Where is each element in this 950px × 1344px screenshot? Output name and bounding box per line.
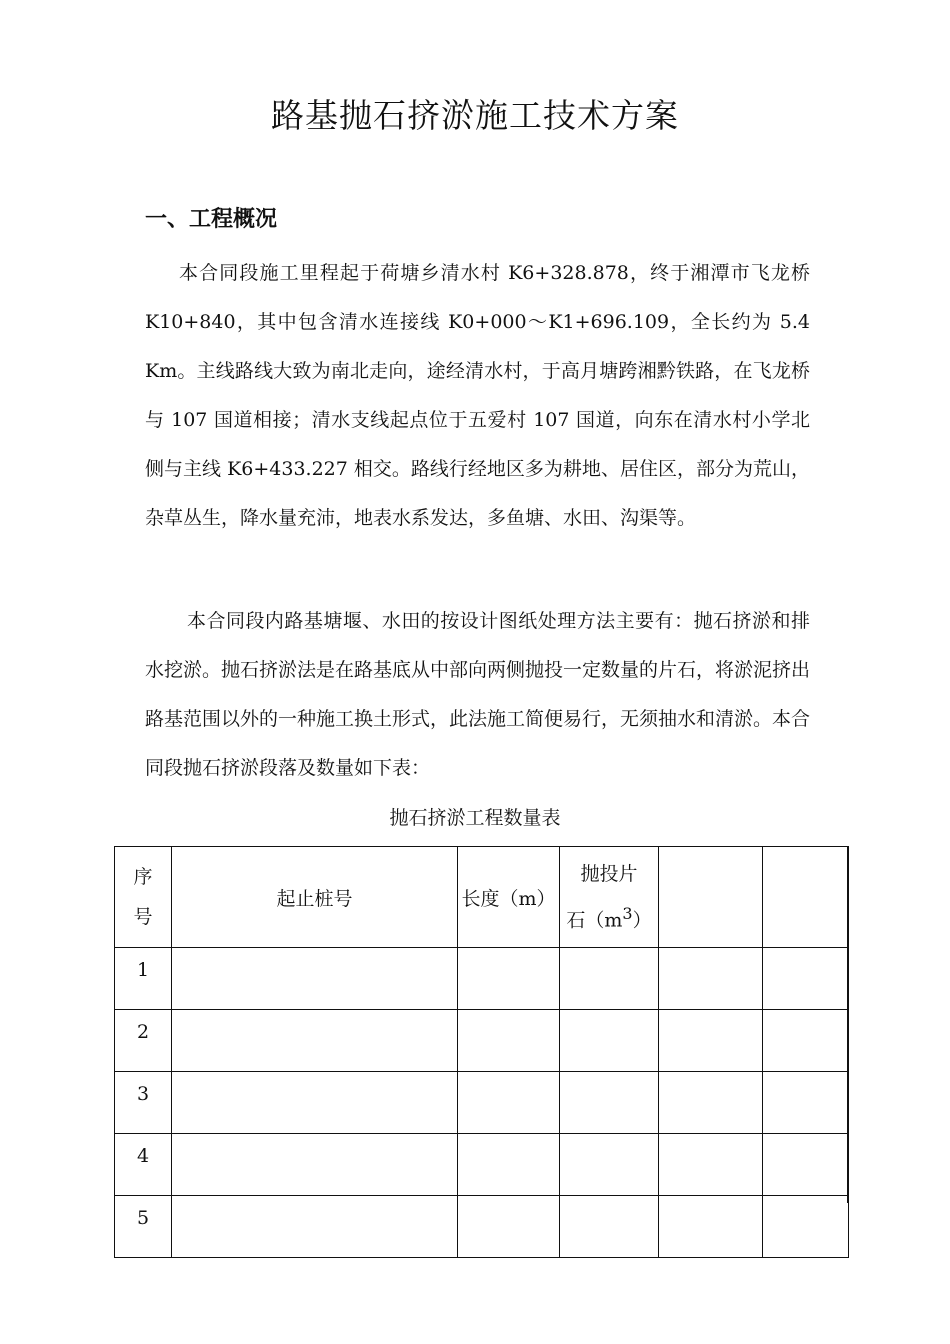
cell-stone — [560, 948, 659, 1010]
header-extra-1 — [659, 847, 763, 948]
cell-length — [458, 1072, 560, 1134]
row-index: 4 — [115, 1134, 172, 1196]
paragraph-methods: 本合同段内路基塘堰、水田的按设计图纸处理方法主要有：抛石挤淤和排水挖淤。抛石挤淤法是在路基底从中部向两侧抛投一定数量的片石，将淤泥挤出路基范围以外的一种施工换土形式，此法施工简便易行，无须抽水和清淤。本合同段抛石挤淤段落及数量如下表： — [145, 610, 811, 779]
cell-extra-2 — [763, 1196, 849, 1258]
header-station-label: 起止桩号 — [276, 887, 353, 910]
header-seq-line2: 号 — [133, 906, 153, 928]
row-index: 2 — [115, 1010, 172, 1072]
table-header-row — [115, 847, 849, 948]
row-index: 1 — [115, 948, 172, 1010]
cell-extra-2 — [763, 1134, 849, 1196]
cell-extra-1 — [659, 1196, 763, 1258]
row-index: 3 — [115, 1072, 172, 1134]
cell-extra-1 — [659, 1072, 763, 1134]
cell-length — [458, 1196, 560, 1258]
cell-extra-2 — [763, 1072, 849, 1134]
cell-length — [458, 948, 560, 1010]
cell-stone — [560, 1010, 659, 1072]
table-caption: 抛石挤淤工程数量表 — [389, 807, 561, 829]
table-row — [115, 1134, 849, 1196]
cell-length — [458, 1134, 560, 1196]
cell-length — [458, 1010, 560, 1072]
header-station — [172, 847, 458, 948]
header-extra-2 — [763, 847, 849, 948]
cell-extra-1 — [659, 1134, 763, 1196]
cell-station — [172, 1010, 458, 1072]
paragraph-overview: 本合同段施工里程起于荷塘乡清水村 K6+328.878，终于湘潭市飞龙桥 K10+840，其中包含清水连接线 K0+000～K1+696.109，全长约为 5.4 Km。主线路线大致为南北走向，途经清水村，于高月塘跨湘黔铁路，在飞龙桥与 107 国道相接；清水支线起点位于五爱村 107 国道，向东在清水村小学北侧与主线 K6+433.227 相交。路线行经地区多为耕地、居住区，部分为荒山，杂草丛生，降水量充沛，地表水系发达，多鱼塘、水田、沟渠等。 — [145, 262, 810, 529]
header-stone-close: ） — [632, 909, 652, 932]
cell-station — [172, 948, 458, 1010]
header-stone-unit: 石（m — [566, 909, 623, 932]
header-stone-sup: 3 — [622, 903, 633, 923]
header-seq — [115, 847, 172, 948]
header-stone — [560, 847, 659, 948]
header-length — [458, 847, 560, 948]
document-title: 路基抛石挤淤施工技术方案 — [271, 96, 679, 135]
header-stone-line1: 抛投片 — [580, 862, 638, 885]
table-right-border — [847, 846, 849, 1203]
header-seq-line1: 序 — [133, 866, 153, 888]
header-stone-line2 — [560, 894, 658, 940]
row-index: 5 — [115, 1196, 172, 1258]
cell-stone — [560, 1196, 659, 1258]
table-row — [115, 1010, 849, 1072]
cell-extra-1 — [659, 948, 763, 1010]
cell-extra-2 — [763, 1010, 849, 1072]
cell-stone — [560, 1072, 659, 1134]
table-row — [115, 1072, 849, 1134]
cell-stone — [560, 1134, 659, 1196]
cell-station — [172, 1196, 458, 1258]
cell-station — [172, 1072, 458, 1134]
cell-extra-2 — [763, 948, 849, 1010]
cell-extra-1 — [659, 1010, 763, 1072]
table-row — [115, 1196, 849, 1258]
section-heading: 一、工程概况 — [145, 207, 278, 232]
header-length-label: 长度（m） — [461, 887, 556, 910]
cell-station — [172, 1134, 458, 1196]
quantity-table — [114, 846, 849, 1258]
table-row — [115, 948, 849, 1010]
